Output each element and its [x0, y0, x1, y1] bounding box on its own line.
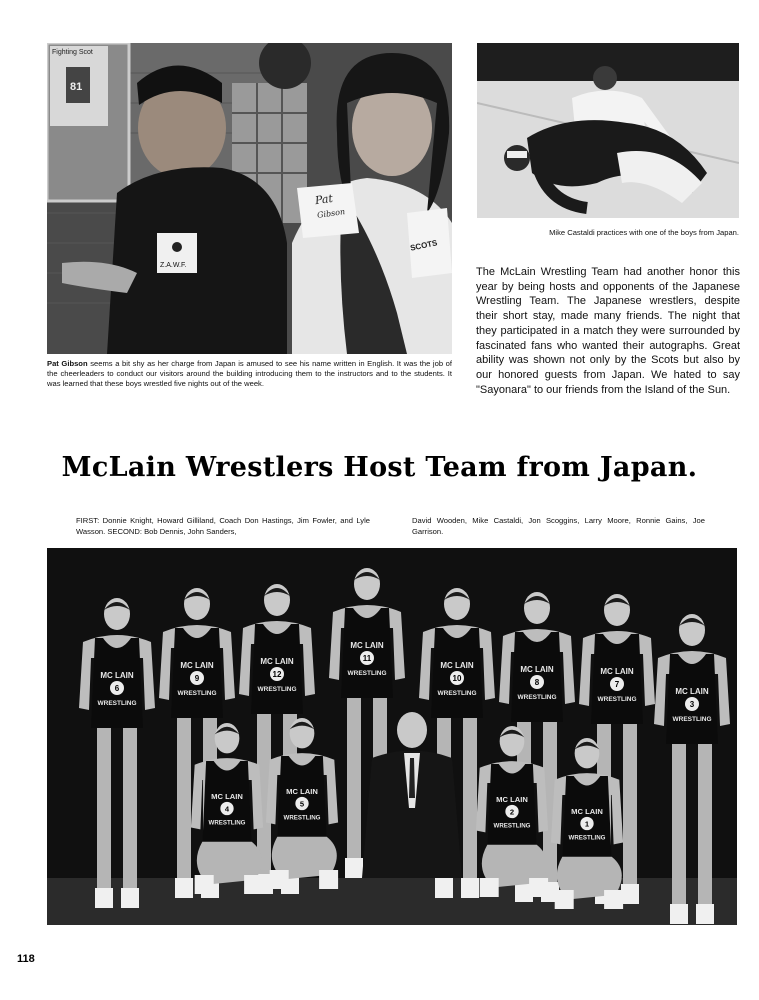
- photo-wrestling-practice: [477, 43, 739, 218]
- singlet-number: 2: [509, 807, 515, 817]
- article-body: The McLain Wrestling Team had another honor this year by being hosts and opponents of the Japanese Wrestling Team. The Japanese wrestlers, despite their short stay, made many friends. The night that they participated in a match they were surrounded by fascinated fans who wanted their autographs. Great ability was shown not only by the Scots but also by our honored guests from Japan. We hated to say "Sayonara" to our friends from the Island of the Sun.: [476, 266, 740, 396]
- singlet-number: 8: [534, 678, 540, 687]
- singlet-school-text: MC LAIN: [211, 792, 243, 801]
- photo-top-left-caption: [47, 359, 452, 389]
- singlet-number: 10: [452, 674, 462, 683]
- singlet-wrestling-text: WRESTLING: [97, 700, 137, 707]
- singlet-school-text: MC LAIN: [520, 665, 554, 674]
- roster-caption-left: FIRST: Donnie Knight, Howard Gilliland, Coach Don Hastings, Jim Fowler, and Lyle Wasson. SECOND: Bob Dennis, John Sanders,: [76, 516, 370, 536]
- singlet-wrestling-text: WRESTLING: [568, 834, 606, 842]
- singlet-wrestling-text: WRESTLING: [493, 822, 531, 830]
- singlet-number: 4: [224, 804, 230, 814]
- team-photo: [47, 548, 737, 925]
- singlet-number: 11: [362, 654, 372, 663]
- caption-name: Pat Gibson: [47, 359, 88, 368]
- singlet-wrestling-text: WRESTLING: [208, 819, 246, 827]
- singlet-number: 3: [689, 700, 695, 709]
- singlet-school-text: MC LAIN: [675, 687, 709, 696]
- caption-text: seems a bit shy as her charge from Japan is amused to see his name written in English. It was the job of the cheerleaders to conduct our visitors around the building introducing them to the instructors and to the students. It was learned that these boys wrestled five nights out of the week.: [47, 359, 452, 388]
- singlet-school-text: MC LAIN: [440, 661, 474, 670]
- name-tag-first: Pat: [314, 191, 334, 208]
- singlet-school-text: MC LAIN: [100, 671, 134, 680]
- singlet-wrestling-text: WRESTLING: [597, 696, 637, 703]
- name-tag-last: Gibson: [316, 207, 346, 220]
- singlet-school-text: MC LAIN: [600, 667, 634, 676]
- singlet-school-text: MC LAIN: [350, 641, 384, 650]
- singlet-school-text: MC LAIN: [180, 661, 214, 670]
- singlet-number: 6: [114, 684, 120, 693]
- singlet-wrestling-text: WRESTLING: [517, 694, 557, 701]
- poster-number: 81: [70, 81, 83, 93]
- singlet-number: 1: [584, 819, 590, 829]
- singlet-number: 12: [272, 670, 282, 679]
- jacket-patch: Z.A.W.F.: [160, 262, 187, 269]
- singlet-school-text: MC LAIN: [571, 807, 603, 816]
- singlet-wrestling-text: WRESTLING: [177, 690, 217, 697]
- singlet-number: 7: [614, 680, 620, 689]
- singlet-number: 5: [299, 799, 305, 809]
- shirt-logo: SCOTS: [409, 238, 439, 253]
- photo-top-right-caption: Mike Castaldi practices with one of the boys from Japan.: [549, 228, 739, 237]
- singlet-wrestling-text: WRESTLING: [283, 814, 321, 822]
- page-number: 118: [17, 953, 35, 965]
- roster-caption-right: David Wooden, Mike Castaldi, Jon Scoggins, Larry Moore, Ronnie Gains, Joe Garrison.: [412, 516, 705, 536]
- photo-cheerleader-with-wrestler: [47, 43, 452, 354]
- poster-label: Fighting Scot: [52, 49, 93, 56]
- singlet-school-text: MC LAIN: [286, 787, 318, 796]
- singlet-school-text: MC LAIN: [260, 657, 294, 666]
- singlet-wrestling-text: WRESTLING: [347, 670, 387, 677]
- singlet-school-text: MC LAIN: [496, 795, 528, 804]
- singlet-number: 9: [194, 674, 200, 683]
- team-photo-drawing: [47, 548, 737, 925]
- singlet-wrestling-text: WRESTLING: [672, 716, 712, 723]
- singlet-wrestling-text: WRESTLING: [437, 690, 477, 697]
- page-headline: McLain Wrestlers Host Team from Japan.: [61, 452, 698, 483]
- singlet-wrestling-text: WRESTLING: [257, 686, 297, 693]
